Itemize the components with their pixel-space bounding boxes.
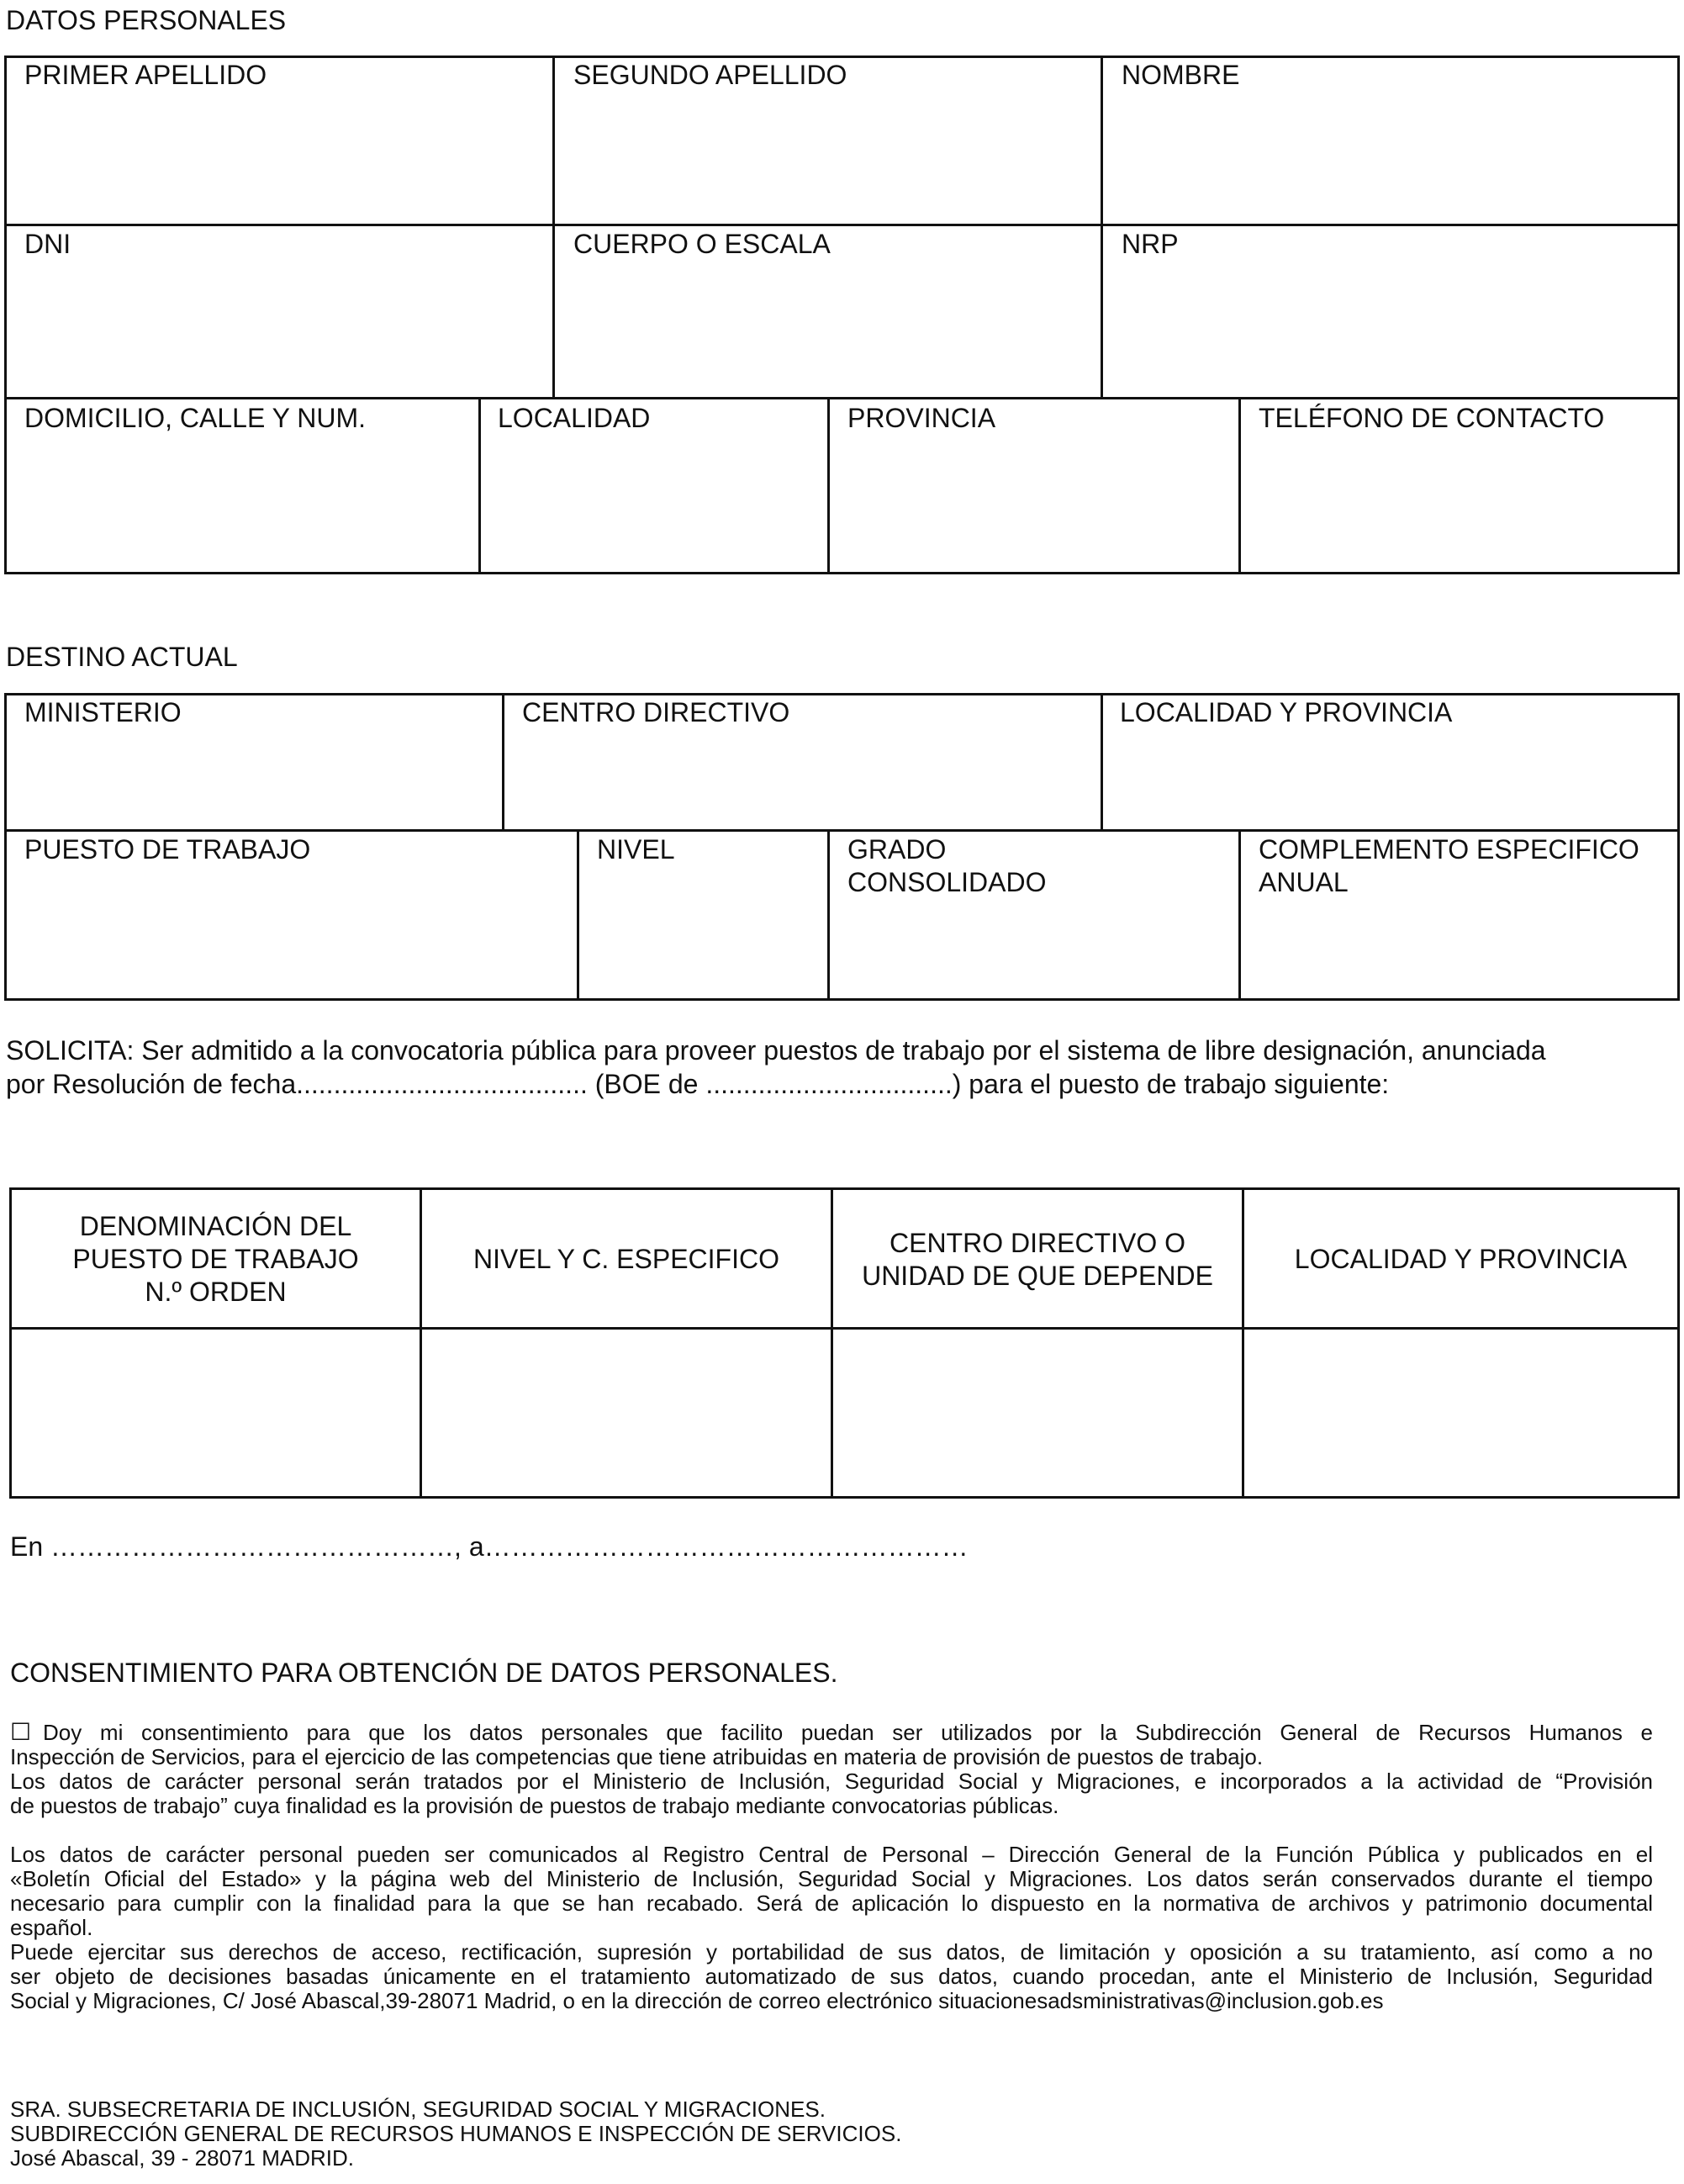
field-centro-directivo[interactable]: CENTRO DIRECTIVO [522,697,790,727]
field-segundo-apellido[interactable]: SEGUNDO APELLIDO [573,60,847,90]
input-denominacion[interactable] [12,1330,420,1496]
input-nivel-especifico[interactable] [422,1330,831,1496]
header-centro-directivo-line2: UNIDAD DE QUE DEPENDE [862,1261,1213,1291]
field-nombre[interactable]: NOMBRE [1122,60,1240,90]
consent-text-line11: Social y Migraciones, C/ José Abascal,39-28071 Madrid, o en la dirección de correo electrónico situacionesadsministrativas@inclusion.gob.es [10,1988,1384,2013]
field-localidad-provincia[interactable]: LOCALIDAD Y PROVINCIA [1120,697,1453,727]
consent-text-line3: Los datos de carácter personal serán tratados por el Ministerio de Inclusión, Seguridad Social y Migraciones, e incorporados a la actividad de “Provisión [10,1769,1653,1794]
consentimiento-title: CONSENTIMIENTO PARA OBTENCIÓN DE DATOS PERSONALES. [10,1658,838,1688]
col-divider [577,829,579,1001]
input-centro-directivo[interactable] [833,1330,1242,1496]
consent-text-line2: Inspección de Servicios, para el ejercicio de las competencias que tiene atribuidas en materia de provisión de puestos de trabajo. [10,1744,1264,1769]
col-divider [1238,829,1241,1001]
col-divider [827,397,830,574]
consent-text-line7: necesario para cumplir con la finalidad para la que se han recabado. Será de aplicación lo dispuesto en la normativa de archivos y patrimonio documental [10,1891,1653,1916]
col-divider [1238,397,1241,574]
header-centro-directivo-line1: CENTRO DIRECTIVO O [889,1228,1185,1258]
destinatario-line3: José Abascal, 39 - 28071 MADRID. [10,2145,354,2171]
field-nrp[interactable]: NRP [1122,229,1179,259]
solicita-line2: por Resolución de fecha....................................... (BOE de .................................) para el puesto de trabajo siguiente: [6,1069,1390,1099]
section-title-datos-personales: DATOS PERSONALES [6,5,287,35]
field-grado-consolidado-line1[interactable]: GRADO [847,834,947,865]
header-denominacion-line3: N.º ORDEN [145,1277,287,1307]
input-localidad-provincia[interactable] [1244,1330,1677,1496]
field-complemento-line2: ANUAL [1259,867,1349,897]
field-primer-apellido[interactable]: PRIMER APELLIDO [24,60,267,90]
consent-text-line4: de puestos de trabajo” cuya finalidad es la provisión de puestos de trabajo mediante convocatorias públicas. [10,1793,1059,1818]
field-localidad[interactable]: LOCALIDAD [498,403,651,433]
col-divider [478,397,481,574]
field-grado-consolidado-line2: CONSOLIDADO [847,867,1047,897]
destinatario-line2: SUBDIRECCIÓN GENERAL DE RECURSOS HUMANOS E INSPECCIÓN DE SERVICIOS. [10,2121,902,2146]
field-nivel[interactable]: NIVEL [597,834,675,865]
consent-text-line9: Puede ejercitar sus derechos de acceso, rectificación, supresión y portabilidad de sus datos, de limitación y oposición a su tratamiento, así como a no [10,1939,1653,1965]
field-provincia[interactable]: PROVINCIA [847,403,996,433]
field-telefono[interactable]: TELÉFONO DE CONTACTO [1259,403,1605,433]
consent-text-line5: Los datos de carácter personal pueden ser comunicados al Registro Central de Personal – Dirección General de la Función Pública y publicados en el [10,1842,1653,1867]
consent-text-line6: «Boletín Oficial del Estado» y la página web del Ministerio de Inclusión, Seguridad Social y Migraciones. Los datos serán conservados durante el tiempo [10,1866,1653,1891]
header-nivel-especifico: NIVEL Y C. ESPECIFICO [473,1244,779,1274]
header-denominacion-line2: PUESTO DE TRABAJO [72,1244,359,1274]
field-complemento-line1[interactable]: COMPLEMENTO ESPECIFICO [1259,834,1639,865]
field-puesto-trabajo[interactable]: PUESTO DE TRABAJO [24,834,311,865]
consent-checkbox-icon[interactable]: ☐ [10,1719,32,1745]
row-divider [4,397,1680,399]
col-divider [1101,693,1103,831]
header-localidad-provincia: LOCALIDAD Y PROVINCIA [1294,1244,1628,1274]
row-divider [4,829,1680,832]
datos-personales-table [4,56,1680,574]
solicita-line1: SOLICITA: Ser admitido a la convocatoria pública para proveer puestos de trabajo por el sistema de libre designación, anunciada [6,1035,1546,1066]
field-dni[interactable]: DNI [24,229,71,259]
field-ministerio[interactable]: MINISTERIO [24,697,182,727]
field-cuerpo-escala[interactable]: CUERPO O ESCALA [573,229,831,259]
col-divider [552,56,555,399]
consent-text-line10: ser objeto de decisiones basadas únicamente en el tratamiento automatizado de sus datos, cuando procedan, ante el Ministerio de Inclusión, Seguridad [10,1964,1653,1989]
header-denominacion-line1: DENOMINACIÓN DEL [79,1211,352,1241]
col-divider [502,693,504,831]
consent-text-line8: español. [10,1915,93,1940]
row-divider [4,224,1680,226]
destinatario-line1: SRA. SUBSECRETARIA DE INCLUSIÓN, SEGURIDAD SOCIAL Y MIGRACIONES. [10,2097,826,2122]
section-title-destino-actual: DESTINO ACTUAL [6,642,238,672]
lugar-fecha[interactable]: En ………………………………………, a……………………………………………… [10,1531,969,1562]
col-divider [827,829,830,1001]
field-domicilio[interactable]: DOMICILIO, CALLE Y NUM. [24,403,367,433]
col-divider [1101,56,1103,399]
consent-text-line1: Doy mi consentimiento para que los datos personales que facilito puedan ser utilizados por la Subdirección General de Recursos Humanos e [43,1720,1653,1745]
